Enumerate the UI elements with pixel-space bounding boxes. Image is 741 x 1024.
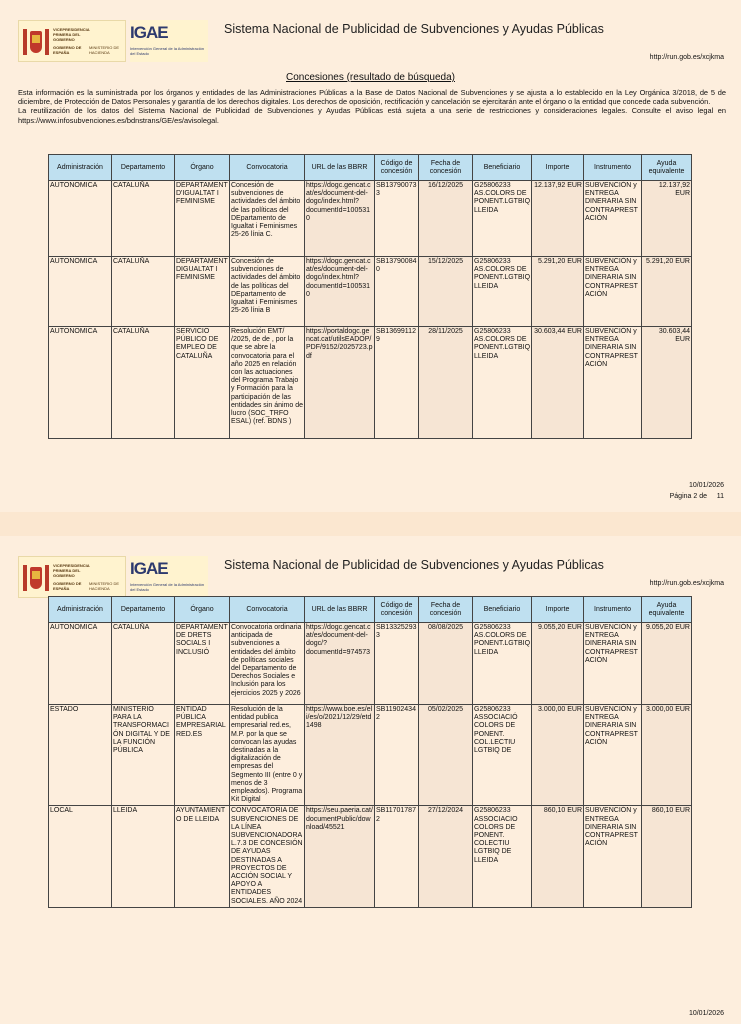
concessions-table xyxy=(48,596,692,908)
gov-logo-text: GOBIERNO DE ESPAÑA xyxy=(53,581,82,591)
cell-codigo-concesion: SB133252933 xyxy=(375,623,419,705)
cell-fecha-concesion: 16/12/2025 xyxy=(419,181,473,257)
cell-convocatoria: Resolución EMT/ /2025, de de , por la que se abre la convocatoria para el año 2025 en relación con las actuaciones del Programa Trabajo y Formación para la participación de las entidades sin ánimo de lucro (SOC_TRFO ESAL) (ref. BDNS ) xyxy=(230,327,305,439)
cell-departamento: CATALUÑA xyxy=(112,257,175,327)
cell-importe: 860,10 EUR xyxy=(532,806,584,907)
gov-logo-text: VICEPRESIDENCIA PRIMERA DEL GOBIERNO xyxy=(53,27,90,42)
cell-beneficiario: G25806233 AS.COLORS DE PONENT.LGTBIQ LLEIDA xyxy=(473,181,532,257)
cell-convocatoria: Concesión de subvenciones de actividades del ámbito de las políticas del DEpartamento de Igualtat i Feminismes 25-26 línia C. xyxy=(230,181,305,257)
cell-beneficiario: G25806233 AS.COLORS DE PONENT.LGTBIQ LLEIDA xyxy=(473,257,532,327)
cell-administracion: AUTONOMICA xyxy=(49,181,112,257)
legal-paragraph: La reutilización de los datos del Sistema Nacional de Publicidad de Subvenciones y Ayudas Públicas está sujeta a una serie de restricciones y consideraciones legales. Consulte el aviso legal en https://www.infosubvenciones.es/bdnstrans/GE/es/avisolegal. xyxy=(18,106,726,125)
cell-organo: DEPARTAMENT DE DRETS SOCIALS I INCLUSIÓ xyxy=(175,623,230,705)
cell-administracion: AUTONOMICA xyxy=(49,257,112,327)
page-header xyxy=(0,14,741,54)
column-header-organo: Órgano xyxy=(175,597,230,623)
igae-logo xyxy=(130,20,208,62)
cell-url-bbrr[interactable]: https://dogc.gencat.cat/es/document-del-dogc/?documentId=974573 xyxy=(305,623,375,705)
column-header-administracion: Administración xyxy=(49,597,112,623)
cell-convocatoria: Convocatoria ordinaria anticipada de subvenciones a entidades del ámbito de políticas sociales del Departamento de Derechos Sociales e Inclusión para los ejercicios 2025 y 2026 xyxy=(230,623,305,705)
page-url[interactable]: http://run.gob.es/xcjkma xyxy=(649,54,724,61)
table-header-row xyxy=(49,597,692,623)
government-logo xyxy=(18,556,126,598)
gov-logo-text: GOBIERNO DE ESPAÑA xyxy=(53,45,82,55)
cell-administracion: ESTADO xyxy=(49,705,112,806)
column-header-ayuda-equivalente: Ayuda equivalente xyxy=(642,155,692,181)
column-header-fecha-concesion: Fecha de concesión xyxy=(419,597,473,623)
cell-importe: 30.603,44 EUR xyxy=(532,327,584,439)
igae-logo xyxy=(130,556,208,598)
document-page-2 xyxy=(0,536,741,1024)
cell-url-bbrr[interactable]: https://seu.paeria.cat/documentPublic/download/45521 xyxy=(305,806,375,907)
table-row xyxy=(49,806,692,907)
gov-logo-text: MINISTERIO DE HACIENDA xyxy=(89,45,120,55)
cell-url-bbrr[interactable]: https://portaldogc.gencat.cat/utilsEADOP/PDF/9152/2025723.pdf xyxy=(305,327,375,439)
page-total: 11 xyxy=(716,493,724,500)
cell-importe: 5.291,20 EUR xyxy=(532,257,584,327)
page-header xyxy=(0,550,741,590)
igae-logo-subtitle: Intervención General de la Administración del Estado xyxy=(130,46,205,56)
cell-url-bbrr[interactable]: https://dogc.gencat.cat/es/document-del-dogc/index.html?documentId=1005310 xyxy=(305,181,375,257)
cell-codigo-concesion: SB117017872 xyxy=(375,806,419,907)
column-header-url-bbrr: URL de las BBRR xyxy=(305,597,375,623)
government-logo xyxy=(18,20,126,62)
cell-instrumento: SUBVENCIÓN y ENTREGA DINERARIA SIN CONTRAPRESTACIÓN xyxy=(584,623,642,705)
cell-organo: DEPARTAMENT D'IGUALTAT I FEMINISME xyxy=(175,181,230,257)
cell-fecha-concesion: 28/11/2025 xyxy=(419,327,473,439)
column-header-url-bbrr: URL de las BBRR xyxy=(305,155,375,181)
cell-codigo-concesion: SB136991129 xyxy=(375,327,419,439)
table-row xyxy=(49,623,692,705)
column-header-organo: Órgano xyxy=(175,155,230,181)
cell-instrumento: SUBVENCIÓN y ENTREGA DINERARIA SIN CONTRAPRESTACIÓN xyxy=(584,257,642,327)
cell-ayuda-equivalente: 860,10 EUR xyxy=(642,806,692,907)
cell-codigo-concesion: SB137900733 xyxy=(375,181,419,257)
page-url[interactable]: http://run.gob.es/xcjkma xyxy=(649,580,724,587)
cell-fecha-concesion: 08/08/2025 xyxy=(419,623,473,705)
cell-ayuda-equivalente: 3.000,00 EUR xyxy=(642,705,692,806)
column-header-administracion: Administración xyxy=(49,155,112,181)
legal-paragraph: Esta información es la suministrada por los órganos y entidades de las Administraciones Públicas a la Base de Datos Nacional de Subvenciones y se ajusta a lo establecido en la Ley Orgánica 3/2018, de 5 de diciembre, de Protección de Datos Personales y garantía de los derechos digitales. Los derechos de oposición, rectificación y cancelación se ejercitarán ante el órgano o la entidad que concede cada subvención. xyxy=(18,88,726,107)
cell-ayuda-equivalente: 5.291,20 EUR xyxy=(642,257,692,327)
column-header-beneficiario: Beneficiario xyxy=(473,155,532,181)
igae-logo-text: IGAE xyxy=(130,559,168,578)
cell-ayuda-equivalente: 12.137,92 EUR xyxy=(642,181,692,257)
cell-url-bbrr[interactable]: https://dogc.gencat.cat/es/document-del-dogc/index.html?documentId=1005310 xyxy=(305,257,375,327)
cell-fecha-concesion: 27/12/2024 xyxy=(419,806,473,907)
cell-codigo-concesion: SB137900840 xyxy=(375,257,419,327)
cell-departamento: CATALUÑA xyxy=(112,623,175,705)
cell-convocatoria: Concesión de subvenciones de actividades del ámbito de las políticas del DEpartamento de Igualtat i Feminismes 25-26 línia B xyxy=(230,257,305,327)
cell-administracion: AUTONOMICA xyxy=(49,623,112,705)
cell-convocatoria: CONVOCATORIA DE SUBVENCIONES DE LA LÍNEA SUBVENCIONADORA L.7.3 DE CONCESIÓN DE AYUDAS DESTINADAS A PROYECTOS DE ACCIÓN SOCIAL Y APOYO A ENTIDADES SOCIALES. AÑO 2024 xyxy=(230,806,305,907)
cell-organo: SERVICIO PÚBLICO DE EMPLEO DE CATALUÑA xyxy=(175,327,230,439)
column-header-instrumento: Instrumento xyxy=(584,155,642,181)
document-title: Concesiones (resultado de búsqueda) xyxy=(286,72,455,83)
igae-logo-subtitle: Intervención General de la Administración del Estado xyxy=(130,582,205,592)
cell-importe: 12.137,92 EUR xyxy=(532,181,584,257)
table-row xyxy=(49,327,692,439)
cell-ayuda-equivalente: 9.055,20 EUR xyxy=(642,623,692,705)
cell-organo: AYUNTAMIENTO DE LLEIDA xyxy=(175,806,230,907)
legal-notice xyxy=(18,88,726,125)
cell-administracion: AUTONOMICA xyxy=(49,327,112,439)
page-number xyxy=(670,493,724,500)
column-header-convocatoria: Convocatoria xyxy=(230,597,305,623)
igae-logo-text: IGAE xyxy=(130,23,168,42)
gov-logo-text: MINISTERIO DE HACIENDA xyxy=(89,581,120,591)
column-header-codigo-concesion: Código de concesión xyxy=(375,155,419,181)
column-header-departamento: Departamento xyxy=(112,597,175,623)
cell-codigo-concesion: SB119024342 xyxy=(375,705,419,806)
cell-administracion: LOCAL xyxy=(49,806,112,907)
cell-departamento: LLEIDA xyxy=(112,806,175,907)
cell-fecha-concesion: 15/12/2025 xyxy=(419,257,473,327)
column-header-convocatoria: Convocatoria xyxy=(230,155,305,181)
column-header-importe: Importe xyxy=(532,597,584,623)
cell-departamento: MINISTERIO PARA LA TRANSFORMACIÓN DIGITAL Y DE LA FUNCIÓN PÚBLICA xyxy=(112,705,175,806)
cell-beneficiario: G25806233 ASSOCIACIÓ COLORS DE PONENT. COL.LECTIU LGTBIQ DE xyxy=(473,705,532,806)
column-header-codigo-concesion: Código de concesión xyxy=(375,597,419,623)
table-header-row xyxy=(49,155,692,181)
cell-instrumento: SUBVENCIÓN y ENTREGA DINERARIA SIN CONTRAPRESTACIÓN xyxy=(584,181,642,257)
cell-departamento: CATALUÑA xyxy=(112,327,175,439)
table-row xyxy=(49,257,692,327)
cell-importe: 3.000,00 EUR xyxy=(532,705,584,806)
site-title: Sistema Nacional de Publicidad de Subvenciones y Ayudas Públicas xyxy=(224,558,604,572)
column-header-importe: Importe xyxy=(532,155,584,181)
cell-beneficiario: G25806233 AS.COLORS DE PONENT.LGTBIQ LLEIDA xyxy=(473,327,532,439)
cell-organo: DEPARTAMENT DIGUALTAT I FEMINISME xyxy=(175,257,230,327)
coat-of-arms-icon xyxy=(23,27,49,57)
cell-departamento: CATALUÑA xyxy=(112,181,175,257)
page-label: Página 2 de xyxy=(669,493,707,500)
column-header-departamento: Departamento xyxy=(112,155,175,181)
concessions-table xyxy=(48,154,692,439)
cell-beneficiario: G25806233 ASSOCIACIO COLORS DE PONENT. COLECTIU LGTBIQ DE LLEIDA xyxy=(473,806,532,907)
column-header-fecha-concesion: Fecha de concesión xyxy=(419,155,473,181)
page-separator xyxy=(0,512,741,536)
column-header-instrumento: Instrumento xyxy=(584,597,642,623)
coat-of-arms-icon xyxy=(23,563,49,593)
footer-date: 10/01/2026 xyxy=(688,482,724,489)
cell-instrumento: SUBVENCIÓN y ENTREGA DINERARIA SIN CONTRAPRESTACIÓN xyxy=(584,806,642,907)
cell-fecha-concesion: 05/02/2025 xyxy=(419,705,473,806)
column-header-beneficiario: Beneficiario xyxy=(473,597,532,623)
site-title: Sistema Nacional de Publicidad de Subvenciones y Ayudas Públicas xyxy=(224,22,604,36)
cell-instrumento: SUBVENCIÓN y ENTREGA DINERARIA SIN CONTRAPRESTACIÓN xyxy=(584,705,642,806)
cell-importe: 9.055,20 EUR xyxy=(532,623,584,705)
cell-ayuda-equivalente: 30.603,44 EUR xyxy=(642,327,692,439)
cell-instrumento: SUBVENCIÓN y ENTREGA DINERARIA SIN CONTRAPRESTACIÓN xyxy=(584,327,642,439)
cell-organo: ENTIDAD PÚBLICA EMPRESARIAL RED.ES xyxy=(175,705,230,806)
gov-logo-text: VICEPRESIDENCIA PRIMERA DEL GOBIERNO xyxy=(53,563,90,578)
cell-url-bbrr[interactable]: https://www.boe.es/eli/es/o/2021/12/29/etd1498 xyxy=(305,705,375,806)
cell-beneficiario: G25806233 AS.COLORS DE PONENT.LGTBIQ LLEIDA xyxy=(473,623,532,705)
footer-date: 10/01/2026 xyxy=(688,1010,724,1017)
table-row xyxy=(49,705,692,806)
column-header-ayuda-equivalente: Ayuda equivalente xyxy=(642,597,692,623)
table-row xyxy=(49,181,692,257)
cell-convocatoria: Resolución de la entidad publica empresarial red.es, M.P. por la que se convocan las ayudas destinadas a la digitalización de empresas del Segmento III (entre 0 y menos de 3 empleados). Programa Kit Digital xyxy=(230,705,305,806)
